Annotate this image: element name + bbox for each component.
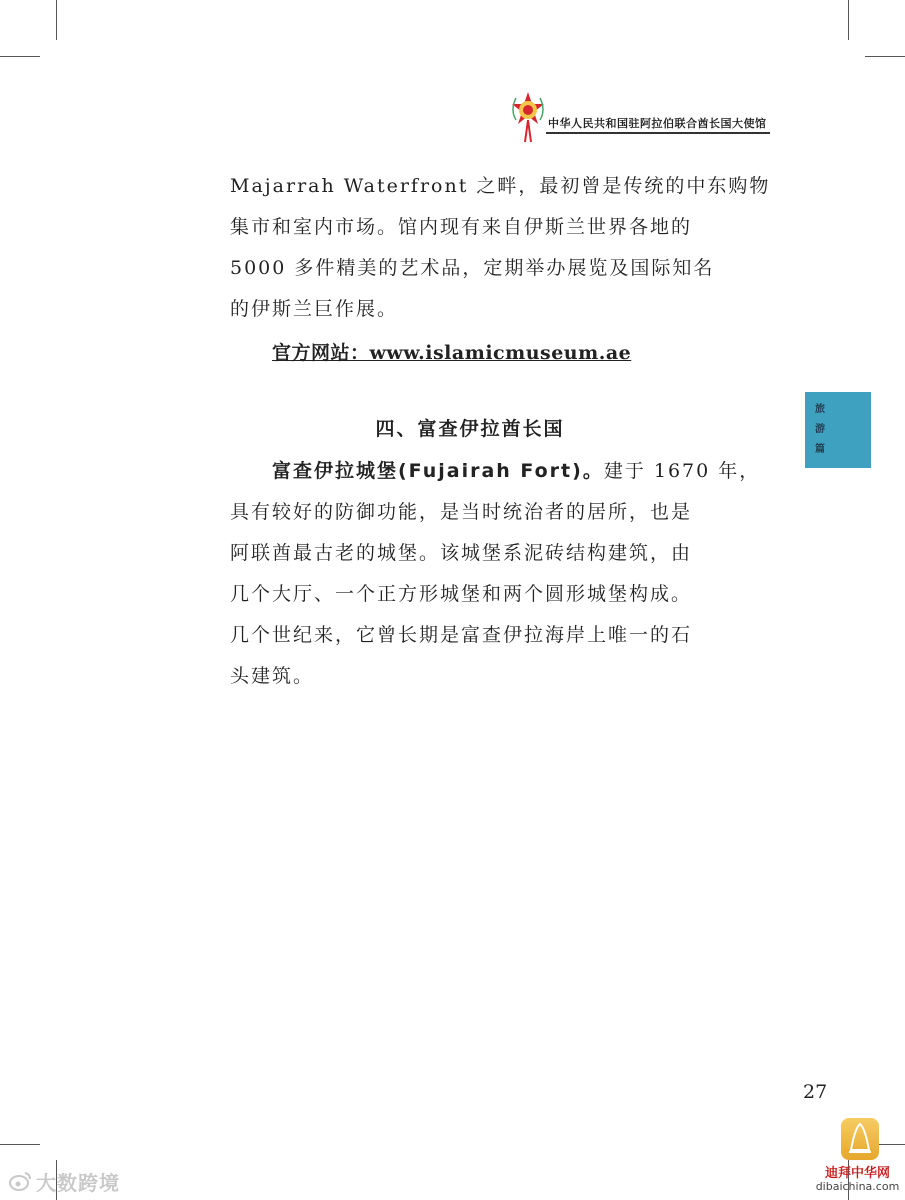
text-line: 的伊斯兰巨作展。 <box>230 298 399 320</box>
chapter-side-tab <box>805 392 871 468</box>
paragraph-fujairah-fort <box>230 451 761 697</box>
crop-mark-top-right-v <box>848 0 849 40</box>
text-line: Majarrah Waterfront 之畔，最初曾是传统的中东购物 <box>230 175 771 197</box>
official-website-link[interactable]: 官方网站：www.islamicmuseum.ae <box>272 342 632 364</box>
watermark-right <box>815 1118 900 1196</box>
weibo-logo-icon <box>8 1170 32 1192</box>
text-line: 5000 多件精美的艺术品，定期举办展览及国际知名 <box>230 257 715 279</box>
dibaichina-logo-icon <box>841 1118 879 1160</box>
crop-mark-top-right-h <box>865 56 905 57</box>
paragraph-museum <box>230 166 771 330</box>
text-line: 几个大厅、一个正方形城堡和两个圆形城堡构成。 <box>230 583 693 605</box>
text-line-first <box>230 451 761 492</box>
watermark-site-name: 迪拜中华网 <box>824 1166 890 1181</box>
crop-mark-bottom-left-h <box>0 1144 40 1145</box>
header-rule <box>546 132 770 134</box>
page-header <box>500 88 775 148</box>
watermark-left-text: 大数跨境 <box>36 1170 120 1195</box>
fort-first-line-text: 建于 1670 年， <box>603 460 761 482</box>
page-number: 27 <box>803 1081 828 1103</box>
chapter-side-tab-label: 旅游篇 <box>815 404 825 455</box>
text-line: 头建筑。 <box>230 665 315 687</box>
crop-mark-top-left-v <box>56 0 57 40</box>
text-line: 几个世纪来，它曾长期是富查伊拉海岸上唯一的石 <box>230 624 693 646</box>
text-line: 具有较好的防御功能，是当时统治者的居所，也是 <box>230 501 693 523</box>
embassy-title: 中华人民共和国驻阿拉伯联合酋长国大使馆 <box>548 117 767 130</box>
text-line: 阿联酋最古老的城堡。该城堡系泥砖结构建筑，由 <box>230 542 693 564</box>
fort-name-lead: 富查伊拉城堡(Fujairah Fort)。 <box>272 460 604 482</box>
watermark-site-url: dibaichina.com <box>815 1180 900 1193</box>
chinese-knot-emblem-icon <box>506 90 550 146</box>
text-line: 集市和室内市场。馆内现有来自伊斯兰世界各地的 <box>230 216 693 238</box>
crop-mark-top-left-h <box>0 56 40 57</box>
watermark-left <box>8 1168 120 1194</box>
section-heading: 四、富查伊拉酋长国 <box>375 418 565 440</box>
